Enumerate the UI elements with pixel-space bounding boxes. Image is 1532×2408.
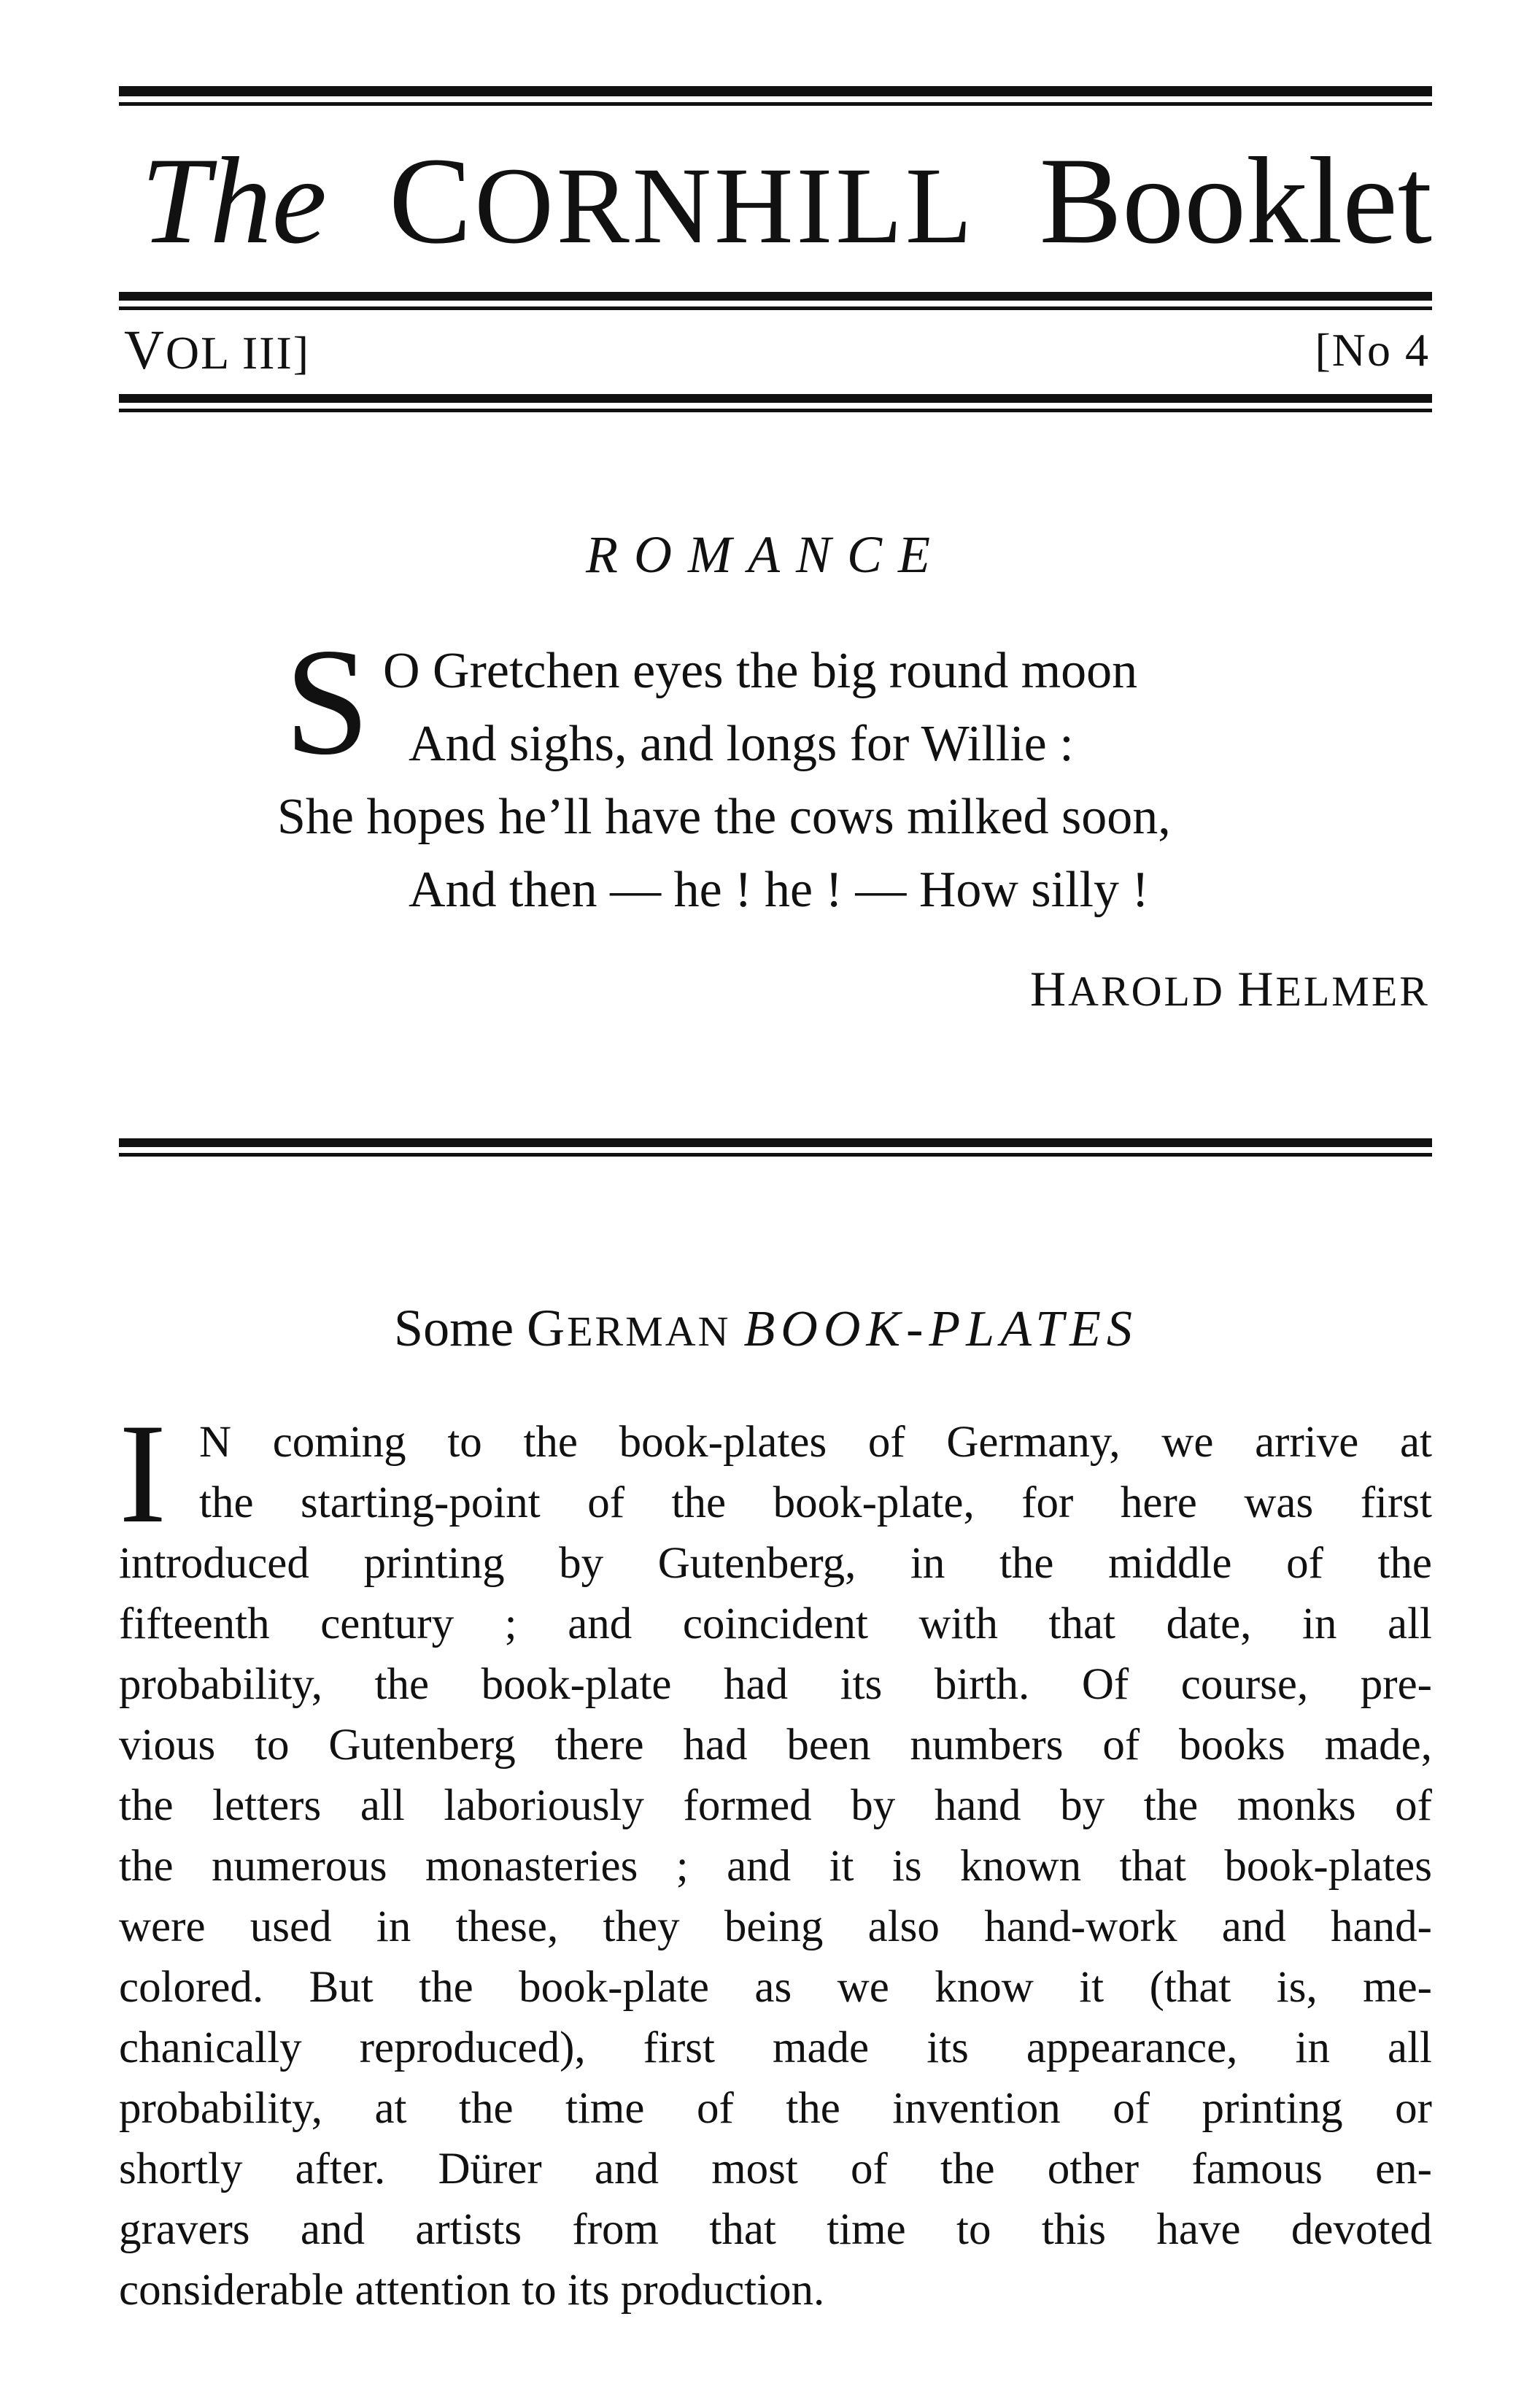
poem-title: ROMANCE	[586, 525, 946, 584]
article-line: were used in these, they being also hand-work and hand-	[119, 1902, 1432, 1951]
author-first-rest: AROLD	[1068, 968, 1225, 1015]
masthead-top-rule-thick	[119, 86, 1432, 96]
article-line: the numerous monasteries ; and it is known that book-plates	[119, 1842, 1432, 1891]
section-rule-thin	[119, 1153, 1432, 1157]
poem-drop-cap: S	[285, 617, 370, 787]
poem-line: And then — he ! he ! — How silly !	[409, 862, 1149, 918]
article-title-german	[527, 1299, 731, 1357]
issue-number: [No 4	[1315, 324, 1430, 376]
author-last-rest: ELMER	[1275, 968, 1430, 1015]
masthead-bottom-rule-thick	[119, 394, 1432, 403]
masthead-booklet: Booklet	[1039, 132, 1432, 269]
article-title-some: Some	[394, 1299, 514, 1357]
article-title-italic: BOOK-PLATES	[743, 1301, 1138, 1357]
poem-line: And sighs, and longs for Willie :	[409, 716, 1074, 772]
masthead	[119, 128, 1432, 274]
poem-author	[1030, 956, 1430, 1024]
masthead-name-rest: ORNHILL	[474, 145, 975, 266]
author-first-cap: H	[1029, 961, 1069, 1016]
article-line: the starting-point of the book-plate, for here was first	[199, 1478, 1432, 1527]
poem-line: O Gretchen eyes the big round moon	[383, 643, 1138, 699]
author-last-cap: H	[1237, 961, 1276, 1016]
article-drop-cap: I	[119, 1394, 167, 1553]
masthead-top-rule-thin	[119, 102, 1432, 106]
article-line: considerable attention to its production.	[119, 2266, 825, 2315]
volume-rest: OL III]	[165, 327, 311, 379]
article-line: fifteenth century ; and coincident with that date, in all	[119, 1599, 1432, 1648]
article-title-german-cap: G	[527, 1299, 568, 1357]
masthead-the: The	[141, 132, 327, 269]
article-line: introduced printing by Gutenberg, in the middle of the	[119, 1539, 1432, 1588]
article-line: colored. But the book-plate as we know it (that is, me-	[119, 1963, 1432, 2012]
article-line: chanically reproduced), first made its appearance, in all	[119, 2023, 1432, 2072]
article-line: gravers and artists from that time to this have devoted	[119, 2205, 1432, 2254]
section-rule-thick	[119, 1138, 1432, 1147]
article-line: vious to Gutenberg there had been numbers of books made,	[119, 1721, 1432, 1770]
masthead-name	[389, 128, 975, 279]
article-title-german-rest: ERMAN	[567, 1308, 731, 1355]
masthead-mid-rule-thin	[119, 306, 1432, 310]
volume-cap: V	[124, 320, 166, 381]
masthead-bottom-rule-thin	[119, 409, 1432, 412]
poem-line: She hopes he’ll have the cows milked soon,	[277, 789, 1171, 845]
masthead-name-cap: C	[389, 132, 475, 269]
article-line: probability, at the time of the invention of printing or	[119, 2084, 1432, 2133]
article-line: the letters all laboriously formed by hand by the monks of	[119, 1781, 1432, 1830]
article-line: shortly after. Dürer and most of the other famous en-	[119, 2145, 1432, 2193]
article-line: probability, the book-plate had its birth. Of course, pre-	[119, 1660, 1432, 1709]
volume-label	[124, 321, 310, 382]
masthead-mid-rule-thick	[119, 292, 1432, 301]
article-line: N coming to the book-plates of Germany, we arrive at	[199, 1418, 1432, 1467]
article-title	[0, 1292, 1532, 1368]
